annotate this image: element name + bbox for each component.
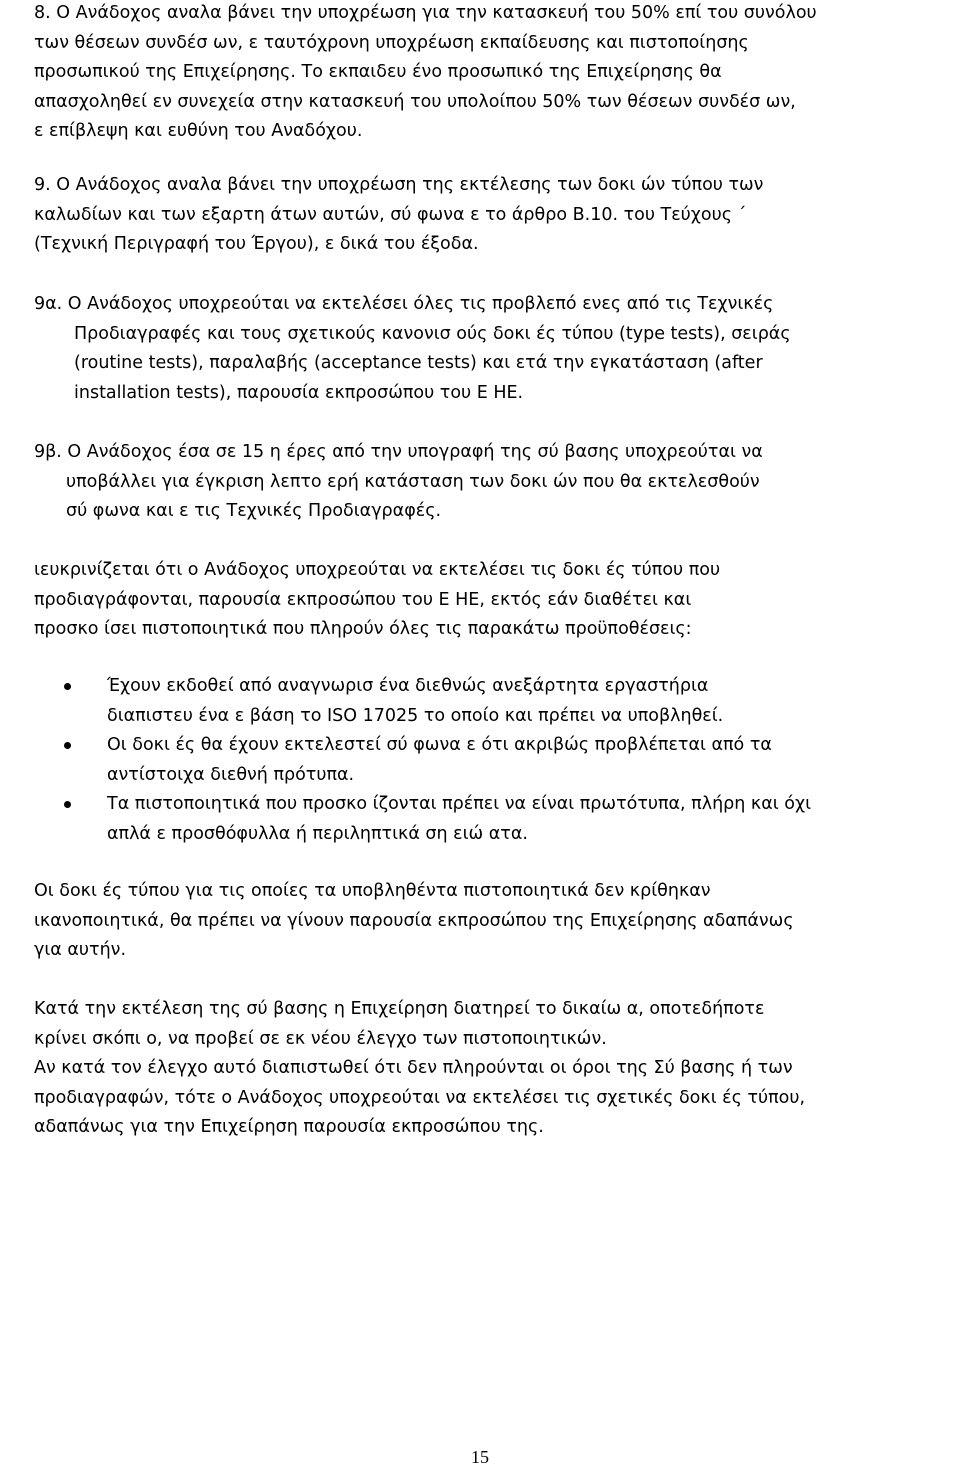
text-line: διαπιστευ ένα ε βάση το ISO 17025 το οποίο και πρέπει να υποβληθεί. (107, 705, 724, 726)
text-line: ιευκρινίζεται ότι ο Ανάδοχος υποχρεούται να εκτελέσει τις δοκι ές τύπου που (34, 560, 721, 580)
text-line: Οι δοκι ές θα έχουν εκτελεστεί σύ φωνα ε ότι ακριβώς προβλέπεται από τα (107, 735, 772, 755)
paragraph-item-9 (34, 171, 954, 260)
text-line: για αυτήν. (34, 940, 127, 960)
text-line: 8. Ο Ανάδοχος αναλα βάνει την υποχρέωση για την κατασκευή του 50% επί του συνόλου (34, 3, 817, 23)
text-line: Έχουν εκδοθεί από αναγνωρισ ένα διεθνώς ανεξάρτητα εργαστήρια (107, 676, 709, 696)
text-line: 9β. Ο Ανάδοχος έσα σε 15 η έρες από την υπογραφή της σύ βασης υποχρεούται να (34, 442, 763, 462)
text-line: προδιαγράφονται, παρουσία εκπροσώπου του Ε ΗΕ, εκτός εάν διαθέτει και (34, 589, 692, 610)
text-line: ικανοποιητικά, θα πρέπει να γίνουν παρουσία εκπροσώπου της Επιχείρησης αδαπάνως (34, 910, 794, 931)
bullet-text (107, 790, 811, 849)
text-line: προδιαγραφών, τότε ο Ανάδοχος υποχρεούται να εκτελέσει τις σχετικές δοκι ές τύπου, (34, 1087, 806, 1108)
text-line: Τα πιστοποιητικά που προσκο ίζονται πρέπει να είναι πρωτότυπα, πλήρη και όχι (107, 794, 811, 814)
text-line: (routine tests), παραλαβής (acceptance tests) και ετά την εγκατάσταση (after (74, 353, 763, 373)
paragraph-item-9a (34, 290, 954, 408)
text-line: αδαπάνως για την Επιχείρηση παρουσία εκπροσώπου της. (34, 1117, 544, 1137)
text-line: των θέσεων συνδέσ ων, ε ταυτόχρονη υποχρέωση εκπαίδευσης και πιστοποίησης (34, 32, 749, 53)
bullet-text (107, 731, 772, 790)
paragraph-item-8 (34, 0, 954, 147)
text-line: Κατά την εκτέλεση της σύ βασης η Επιχείρηση διατηρεί το δικαίω α, οποτεδήποτε (34, 999, 765, 1019)
text-line: κρίνει σκόπι ο, να προβεί σε εκ νέου έλεγχο των πιστοποιητικών. (34, 1028, 607, 1049)
bullet-text (107, 672, 723, 731)
text-line: προσωπικού της Επιχείρησης. Το εκπαιδευ ένο προσωπικό της Επιχείρησης θα (34, 62, 722, 82)
text-line: απασχοληθεί εν συνεχεία στην κατασκευή του υπολοίπου 50% των θέσεων συνδέσ ων, (34, 91, 796, 112)
paragraph-failed-certificates (34, 877, 954, 966)
paragraph-clarification (34, 556, 954, 645)
text-line: υποβάλλει για έγκριση λεπτο ερή κατάσταση των δοκι ών που θα εκτελεσθούν (66, 471, 760, 492)
text-line: Οι δοκι ές τύπου για τις οποίες τα υποβληθέντα πιστοποιητικά δεν κρίθηκαν (34, 881, 711, 901)
text-line: προσκο ίσει πιστοποιητικά που πληρούν όλες τις παρακάτω προϋποθέσεις: (34, 619, 692, 639)
text-line: installation tests), παρουσία εκπροσώπου του Ε ΗΕ. (74, 382, 524, 403)
text-line: (Τεχνική Περιγραφή του Έργου), ε δικά του έξοδα. (34, 234, 479, 254)
text-line: 9α. Ο Ανάδοχος υποχρεούται να εκτελέσει όλες τις προβλεπό ενες από τις Τεχνικές (34, 294, 774, 314)
text-line: Αν κατά τον έλεγχο αυτό διαπιστωθεί ότι δεν πληρούνται οι όροι της Σύ βασης ή των (34, 1058, 793, 1078)
text-line: 9. Ο Ανάδοχος αναλα βάνει την υποχρέωση της εκτέλεσης των δοκι ών τύπου των (34, 175, 764, 195)
text-line: καλωδίων και των εξαρτη άτων αυτών, σύ φωνα ε το άρθρο Β.10. του Τεύχους ΄ (34, 204, 747, 225)
text-line: ε επίβλεψη και ευθύνη του Αναδόχου. (34, 121, 363, 141)
paragraph-contract-execution (34, 995, 954, 1143)
text-line: σύ φωνα και ε τις Τεχνικές Προδιαγραφές. (66, 501, 442, 521)
bullet-icon (64, 742, 71, 749)
text-line: αντίστοιχα διεθνή πρότυπα. (107, 764, 355, 785)
text-line: απλά ε προσθόφυλλα ή περιληπτικά ση ειώ ατα. (107, 823, 528, 844)
bullet-icon (64, 683, 71, 690)
bullet-icon (64, 801, 71, 808)
page-number: 15 (471, 1447, 489, 1467)
paragraph-item-9b (34, 438, 954, 527)
text-line: Προδιαγραφές και τους σχετικούς κανονισ ούς δοκι ές τύπου (type tests), σειράς (74, 323, 791, 344)
